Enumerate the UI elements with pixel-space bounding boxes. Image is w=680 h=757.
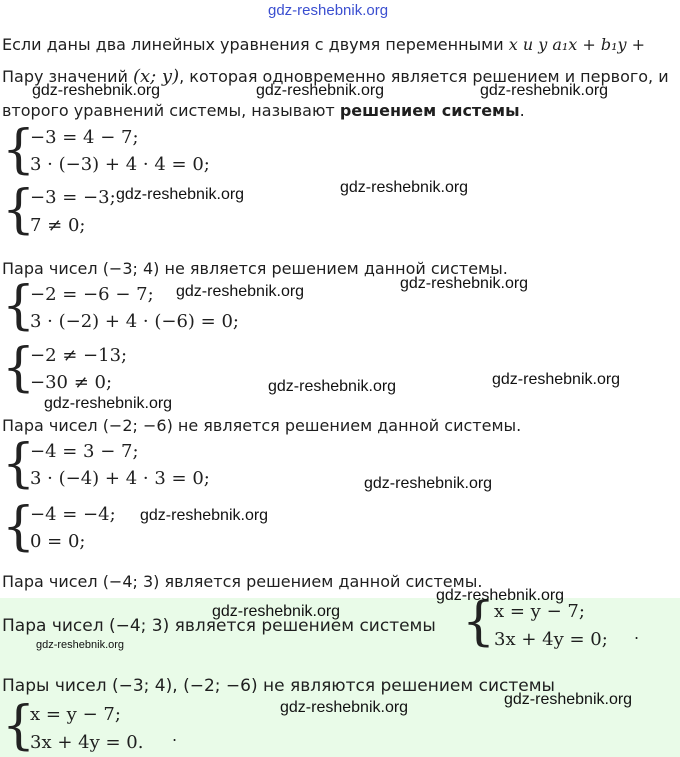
watermark: gdz-reshebnik.org [32,82,161,99]
watermark: gdz-reshebnik.org [492,371,621,388]
conclusion: Пара чисел (−4; 3) является решением данной системы. [2,572,483,591]
system-brace: { [2,434,36,494]
intro-line-2-text: Пару значений [2,67,128,86]
intro-line-1-math: x и y a₁x + b₁y + [508,35,646,54]
intro-pair: (x; y) [132,66,180,87]
intro-line-1 [2,35,645,54]
equation: 3 · (−4) + 4 · 3 = 0; [30,468,210,489]
system-brace: { [2,696,36,756]
system-brace: { [2,180,36,240]
watermark: gdz-reshebnik.org [268,2,389,19]
watermark: gdz-reshebnik.org [116,186,245,203]
answer-equation: x = y − 7; [30,704,121,725]
intro-line-1-text: Если даны два линейных уравнения с двумя переменными [2,35,504,54]
equation: −3 = −3; [30,187,116,208]
answer-dot: . [172,726,178,745]
answer-equation: 3x + 4y = 0; [494,629,608,650]
equation: −30 ≠ 0; [30,372,113,393]
watermark: gdz-reshebnik.org [400,275,529,292]
answer-equation: 3x + 4y = 0. [30,732,144,753]
equation: 7 ≠ 0; [30,215,86,236]
watermark: gdz-reshebnik.org [364,475,493,492]
definition-term: решением системы [339,101,520,120]
answer-line-2: Пары чисел (−3; 4), (−2; −6) не являются решением системы [2,676,555,696]
equation: −2 = −6 − 7; [30,284,154,305]
watermark: gdz-reshebnik.org [36,639,125,651]
watermark: gdz-reshebnik.org [176,283,305,300]
system-brace: { [462,592,496,652]
intro-line-3-text: второго уравнений системы, называют [2,101,335,120]
system-brace: { [2,120,36,180]
watermark: gdz-reshebnik.org [268,378,397,395]
watermark: gdz-reshebnik.org [340,179,469,196]
watermark: gdz-reshebnik.org [140,507,269,524]
conclusion: Пара чисел (−3; 4) не является решением данной системы. [2,259,508,278]
answer-dot: . [634,624,640,643]
watermark: gdz-reshebnik.org [280,699,409,716]
intro-line-3 [2,101,525,120]
equation: −3 = 4 − 7; [30,127,139,148]
intro-line-2-rest: , которая одновременно является решением и первого, и [179,67,669,86]
conclusion: Пара чисел (−2; −6) не является решением данной системы. [2,416,522,435]
watermark: gdz-reshebnik.org [256,82,385,99]
intro-line-3-end: . [519,101,525,120]
watermark: gdz-reshebnik.org [480,82,609,99]
equation: −2 ≠ −13; [30,345,128,366]
watermark: gdz-reshebnik.org [44,395,173,412]
equation: −4 = −4; [30,504,116,525]
system-brace: { [2,497,36,557]
equation: 0 = 0; [30,531,86,552]
watermark: gdz-reshebnik.org [504,691,633,708]
answer-line-1: Пара чисел (−4; 3) является решением системы [2,616,436,636]
system-brace: { [2,276,36,336]
watermark: gdz-reshebnik.org [212,603,341,620]
equation: −4 = 3 − 7; [30,441,139,462]
equation: 3 · (−3) + 4 · 4 = 0; [30,154,210,175]
equation: 3 · (−2) + 4 · (−6) = 0; [30,311,239,332]
system-brace: { [2,338,36,398]
watermark: gdz-reshebnik.org [436,587,565,604]
answer-equation: x = y − 7; [494,601,585,622]
